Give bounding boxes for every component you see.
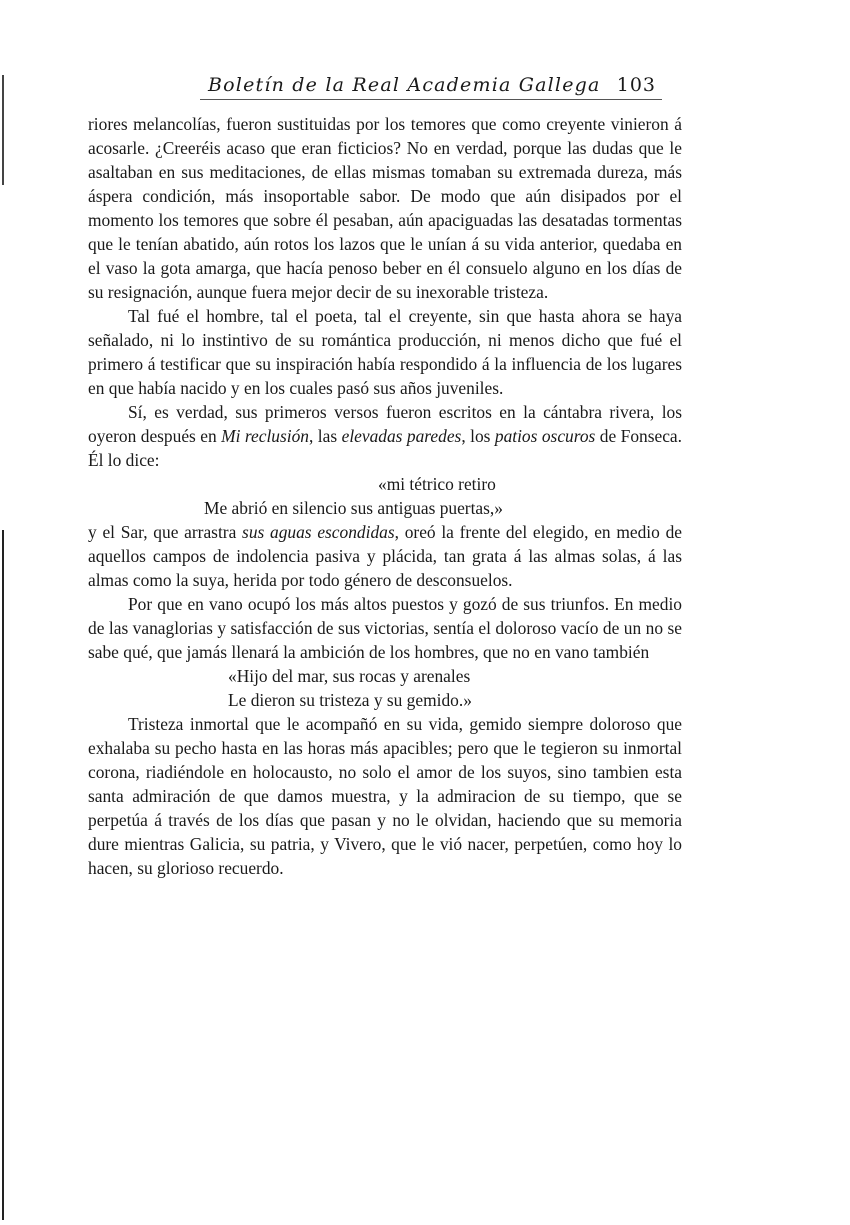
- paragraph-5: Por que en vano ocupó los más altos puestos y gozó de sus triunfos. En medio de las vanaglorias y satisfacción de sus victorias, sentía el doloroso vacío de un no se sabe qué, que jamás llenará la ambición de los hombres, que no en vano también: [88, 594, 682, 662]
- running-header: [200, 70, 662, 102]
- verse-2-line-2: Le dieron su tristeza y su gemido.»: [228, 690, 472, 710]
- paragraph-4-text-a: y el Sar, que arrastra: [88, 522, 243, 542]
- page-number: 103: [616, 74, 656, 96]
- verse-2-line-1: «Hijo del mar, sus rocas y arenales: [228, 666, 471, 686]
- paragraph-3-text-b: , las: [309, 426, 342, 446]
- header-divider: [200, 99, 662, 100]
- verse-quote-2: [88, 664, 682, 712]
- verse-1-line-2: Me abrió en silencio sus antiguas puertas,»: [204, 498, 503, 518]
- scan-edge-mark: [2, 75, 4, 185]
- italic-sus-aguas-escondidas: sus aguas escondidas: [242, 522, 395, 542]
- verse-quote-1: [88, 472, 682, 520]
- paragraph-2: Tal fué el hombre, tal el poeta, tal el creyente, sin que hasta ahora se haya señalado, ni lo instintivo de su romántica producción, ni menos dicho que fué el primero á testificar que su inspiración había respondido á la influencia de los lugares en que había nacido y en los cuales pasó sus años juveniles.: [88, 306, 682, 398]
- italic-mi-reclusion: Mi reclusión: [221, 426, 309, 446]
- paragraph-3: [88, 400, 682, 472]
- paragraph-3-text-c: , los: [461, 426, 495, 446]
- scan-edge-line: [2, 530, 4, 1220]
- paragraph-6: Tristeza inmortal que le acompañó en su vida, gemido siempre doloroso que exhalaba su pecho hasta en las horas más apacibles; pero que le tegieron su inmortal corona, riadiéndole en holocausto, no solo el amor de los suyos, sino tambien esta santa admiración de que damos muestra, y la admiracion de su tiempo, que se perpetúa á través de los días que pasan y no le olvidan, haciendo que su memoria dure mientras Galicia, su patria, y Vivero, que le vió nacer, perpetúen, como hoy lo hacen, su glorioso recuerdo.: [88, 714, 682, 878]
- paragraph-4: [88, 520, 682, 592]
- paragraph-1: riores melancolías, fueron sustituidas por los temores que como creyente vinieron á acosarle. ¿Creeréis acaso que eran ficticios? No en verdad, porque las dudas que le asaltaban en sus meditaciones, de ellas mismas tomaban su extremada dureza, más áspera condición, más insoportable sabor. De modo que aún disipados por el momento los temores que sobre él pesaban, aún apaciguadas las desatadas tormentas que le tenían abatido, aún rotos los lazos que le unían á su vida anterior, quedaba en el vaso la gota amarga, que hacía penoso beber en él consuelo alguno en los días de su resignación, aunque fuera mejor decir de su inexorable tristeza.: [88, 114, 682, 302]
- verse-1-line-1: «mi tétrico retiro: [378, 474, 496, 494]
- journal-title: Boletín de la Real Academia Gallega: [208, 74, 601, 96]
- paragraph-3-text-d: de Fonseca. Él lo dice:: [88, 426, 682, 470]
- body-text: [88, 112, 682, 880]
- paragraph-4-text-b: , oreó la frente del elegido, en medio de aquellos campos de indolencia pasiva y plácida, tan grata á las almas solas, á las almas como la suya, herida por todo género de desconsuelos.: [88, 522, 682, 590]
- paragraph-3-text-a: Sí, es verdad, sus primeros versos fueron escritos en la cántabra rivera, los oyeron después en: [88, 402, 682, 446]
- italic-elevadas-paredes: elevadas paredes: [341, 426, 462, 446]
- italic-patios-oscuros: patios oscuros: [494, 426, 596, 446]
